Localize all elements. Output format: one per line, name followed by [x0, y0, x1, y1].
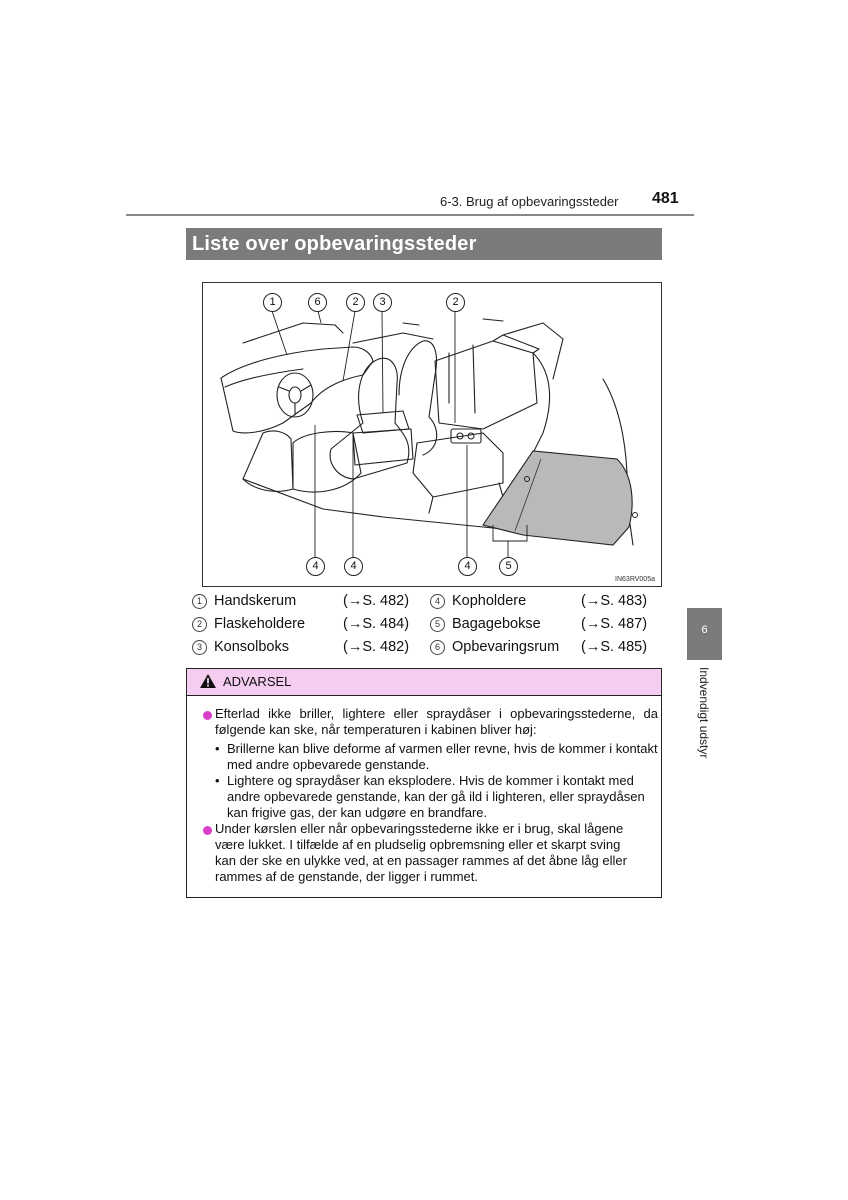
legend-label: Kopholdere	[452, 593, 527, 609]
bullet-marker	[203, 826, 212, 835]
legend-number: 2	[192, 617, 207, 632]
legend-item	[192, 637, 422, 657]
callout-3-console-box: 3	[373, 293, 392, 312]
warning-heading: ADVARSEL	[223, 674, 292, 689]
legend-number: 4	[430, 594, 445, 609]
interior-illustration	[202, 282, 662, 587]
legend-number: 5	[430, 617, 445, 632]
legend-number: 6	[430, 640, 445, 655]
header-divider	[126, 214, 694, 216]
chapter-tab: 6	[687, 608, 722, 660]
legend-label: Opbevaringsrum	[452, 639, 560, 655]
chapter-title: Indvendigt udstyr	[697, 667, 711, 759]
warning-sub-1-line-2: med andre opbevarede genstande.	[227, 757, 430, 772]
page-title: Liste over opbevaringssteder	[186, 228, 662, 260]
callout-6-storage: 6	[308, 293, 327, 312]
warning-triangle-icon	[199, 673, 217, 689]
warning-sub-2-line-3: kan frigive gas, der kan udgøre en brandfare.	[227, 805, 488, 820]
legend-item	[430, 591, 662, 611]
legend-label: Handskerum	[214, 593, 297, 609]
legend-label: Konsolboks	[214, 639, 289, 655]
legend-label: Flaskeholdere	[214, 616, 306, 632]
legend-page-ref: (→S. 487)	[581, 616, 648, 632]
callout-4-cup-holder: 4	[344, 557, 363, 576]
warning-sub-2-line-2: andre opbevarede genstande, kan der gå ild i lighteren, eller spraydåsen	[227, 789, 645, 804]
warning-bullet-2-line-3: kan der ske en ulykke ved, at en passager rammes af det åbne låg eller	[215, 853, 627, 868]
page-number: 481	[652, 190, 679, 207]
warning-sub-2-line-1: Lightere og spraydåser kan eksplodere. Hvis de kommer i kontakt med	[227, 773, 634, 788]
callout-1-glovebox: 1	[263, 293, 282, 312]
callout-4-cup-holder: 4	[306, 557, 325, 576]
callout-5-luggage-box: 5	[499, 557, 518, 576]
legend-item	[192, 591, 422, 611]
warning-header	[187, 669, 661, 696]
warning-box: ADVARSEL Efterlad ikke briller, lightere eller spraydåser i opbevaringsstederne, da følgende kan ske, når temperaturen i kabinen bliver høj: • Brillerne kan blive deforme af varmen eller revne, hvis de kommer i kontakt med andre opbevarede genstande. • Lightere og spraydåser kan eksplodere. Hvis de kommer i kontakt med andre opbevarede genstande, kan der gå ild i lighteren, eller spraydåsen kan frigive gas, der kan udgøre en brandfare. Under kørslen eller når opbevaringsstederne ikke er i brug, skal lågene være lukket. I tilfælde af en pludselig opbremsning eller et skarpt sving kan der ske en ulykke ved, at en passager rammes af det åbne låg eller rammes af de genstande, der ligger i rummet.	[186, 668, 662, 898]
car-interior-drawing	[203, 283, 661, 586]
legend-label: Bagagebokse	[452, 616, 541, 632]
legend	[192, 591, 662, 657]
warning-bullet-2-line-4: rammes af de genstande, der ligger i rummet.	[215, 869, 479, 884]
warning-bullet-2-line-1: Under kørslen eller når opbevaringsstederne ikke er i brug, skal lågene	[215, 821, 624, 836]
legend-item	[430, 614, 662, 634]
legend-page-ref: (→S. 483)	[581, 593, 648, 609]
figure-code: IN63RV005a	[615, 576, 655, 583]
callout-4-rear-cup-holder: 4	[458, 557, 477, 576]
section-heading: 6-3. Brug af opbevaringssteder	[440, 194, 619, 209]
legend-item	[430, 637, 662, 657]
warning-sub-1-line-1: Brillerne kan blive deforme af varmen eller revne, hvis de kommer i kontakt	[227, 741, 658, 756]
warning-bullet-1-line-2: følgende kan ske, når temperaturen i kabinen bliver høj:	[215, 722, 537, 737]
legend-item	[192, 614, 422, 634]
callout-2-rear-bottle-holder: 2	[446, 293, 465, 312]
callout-2-bottle-holder: 2	[346, 293, 365, 312]
legend-number: 3	[192, 640, 207, 655]
legend-number: 1	[192, 594, 207, 609]
warning-bullet-1-line-1: Efterlad ikke briller, lightere eller spraydåser i opbevaringsstederne, da	[215, 706, 658, 721]
legend-page-ref: (→S. 485)	[581, 639, 648, 655]
legend-page-ref: (→S. 482)	[343, 593, 410, 609]
legend-page-ref: (→S. 484)	[343, 616, 410, 632]
bullet-marker	[203, 711, 212, 720]
warning-bullet-2-line-2: være lukket. I tilfælde af en pludselig opbremsning eller et skarpt sving	[215, 837, 621, 852]
legend-page-ref: (→S. 482)	[343, 639, 410, 655]
